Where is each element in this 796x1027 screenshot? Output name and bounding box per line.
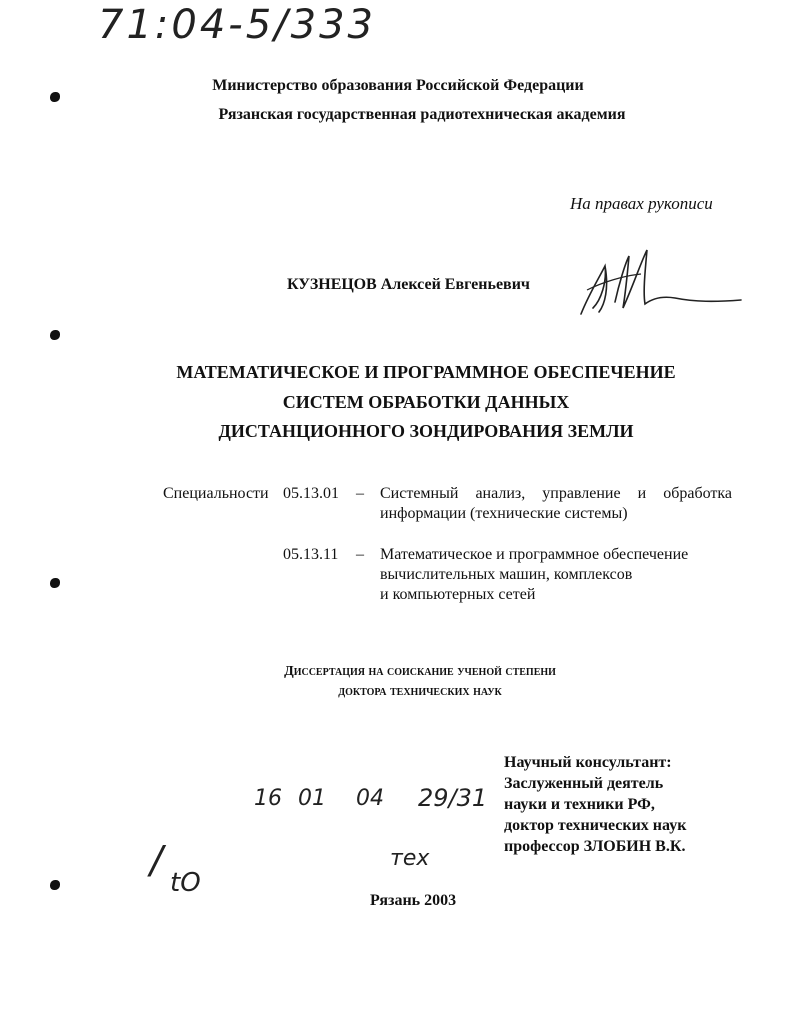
degree-line-2: доктора технических наук [338, 684, 502, 699]
speciality-dash: – [356, 546, 364, 563]
consultant-line: Научный консультант: [504, 754, 672, 771]
manuscript-note: На правах рукописи [570, 194, 713, 213]
ministry-name: Министерство образования Российской Федерации [212, 77, 584, 94]
speciality-code: 05.13.11 [283, 546, 339, 563]
handwritten-month: 01 [298, 786, 326, 811]
speciality-desc-line: информации (технические системы) [380, 505, 628, 522]
consultant-block [504, 752, 686, 857]
handwritten-year: 04 [356, 786, 384, 811]
speciality-desc-line: Системный анализ, управление и обработка [380, 485, 732, 502]
consultant-line: профессор ЗЛОБИН В.К. [504, 838, 686, 855]
academy-name: Рязанская государственная радиотехническая академия [218, 106, 626, 123]
handwritten-day: 16 [254, 786, 282, 811]
speciality-desc-line: и компьютерных сетей [380, 586, 536, 603]
specialities-label: Специальности [163, 485, 269, 502]
speciality-dash: – [356, 485, 364, 502]
margin-mark [50, 578, 60, 588]
title-line-1: МАТЕМАТИЧЕСКОЕ И ПРОГРАММНОЕ ОБЕСПЕЧЕНИЕ [176, 362, 676, 382]
title-line-3: ДИСТАНЦИОННОГО ЗОНДИРОВАНИЯ ЗЕМЛИ [218, 421, 634, 441]
city-year: Рязань 2003 [370, 892, 457, 909]
author-name: КУЗНЕЦОВ Алексей Евгеньевич [287, 276, 530, 293]
handwritten-ref: 29/31 [418, 784, 488, 812]
speciality-desc-line: Математическое и программное обеспечение [380, 546, 689, 563]
handwritten-slash: / [150, 838, 163, 882]
consultant-line: науки и техники РФ, [504, 796, 655, 813]
handwritten-mark: тех [390, 846, 430, 871]
consultant-line: доктор технических наук [504, 817, 687, 834]
margin-mark [50, 330, 60, 340]
signature-image [575, 242, 745, 322]
archive-number: 71:04-5/333 [98, 2, 376, 48]
handwritten-initials: tO [170, 868, 201, 898]
consultant-line: Заслуженный деятель [504, 775, 664, 792]
title-line-2: СИСТЕМ ОБРАБОТКИ ДАННЫХ [282, 392, 570, 412]
speciality-code: 05.13.01 [283, 485, 339, 502]
degree-line-1: Диссертация на соискание ученой степени [284, 664, 556, 679]
speciality-desc-line: вычислительных машин, комплексов [380, 566, 633, 583]
margin-mark [50, 880, 60, 890]
